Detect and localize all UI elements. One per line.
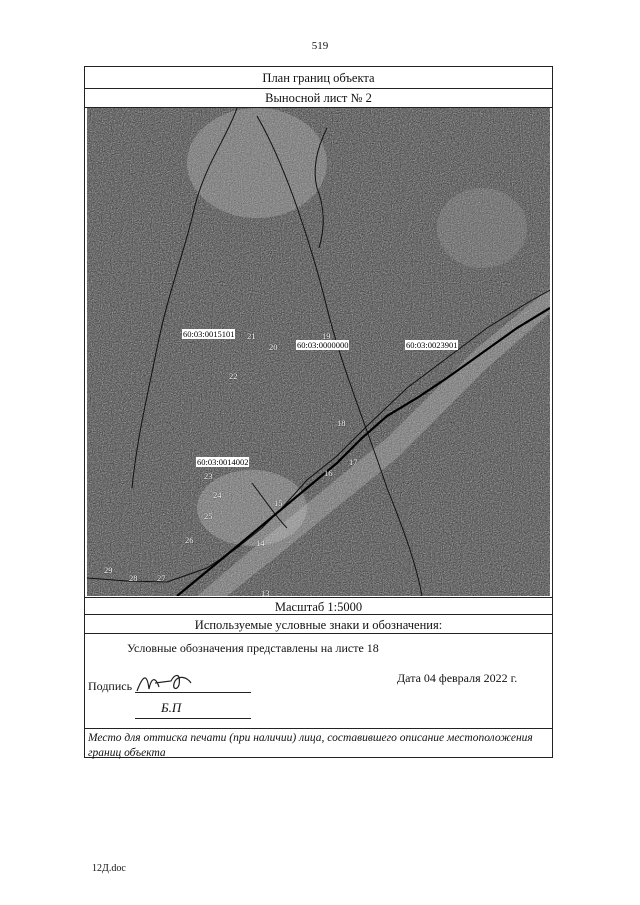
boundary-point: 29 (104, 565, 113, 575)
boundary-point: 24 (213, 490, 222, 500)
parcel-label: 60:03:0015101 (183, 329, 235, 339)
boundary-point: 16 (324, 468, 333, 478)
boundary-point: 21 (247, 331, 256, 341)
boundary-point: 19 (322, 331, 331, 341)
boundary-point: 18 (337, 418, 346, 428)
plan-title: План границ объекта (85, 67, 552, 89)
seal-placeholder-text: Место для оттиска печати (при наличии) лица, составившего описание местоположения границ объекта (88, 732, 533, 759)
boundary-point: 26 (185, 535, 194, 545)
boundary-point: 15 (274, 498, 283, 508)
signature-label: Подпись (88, 679, 133, 693)
boundary-point: 28 (129, 573, 138, 583)
page-number: 519 (311, 40, 329, 52)
document-date: Дата 04 февраля 2022 г. (397, 671, 518, 685)
boundary-point: 27 (157, 573, 166, 583)
boundary-point: 14 (256, 538, 265, 548)
map-scale: Масштаб 1:5000 (85, 597, 552, 615)
parcel-label: 60:03:0000000 (297, 340, 349, 350)
sheet-title: Выносной лист № 2 (85, 89, 552, 108)
legend-note: Условные обозначения представлены на листе 18 (127, 641, 379, 655)
signature-line (135, 692, 251, 693)
boundary-point: 25 (204, 511, 213, 521)
boundary-point: 20 (269, 342, 278, 352)
parcel-label: 60:03:0014002 (197, 457, 249, 467)
initials-line (135, 718, 251, 719)
signature-initials: Б.П (161, 700, 182, 715)
aerial-map (87, 108, 550, 596)
seal-divider (85, 728, 552, 730)
boundary-point: 23 (204, 471, 213, 481)
boundary-point: 17 (349, 457, 358, 467)
aerial-photo (87, 108, 550, 596)
boundary-point: 13 (261, 588, 270, 596)
boundary-point: 22 (229, 371, 238, 381)
plan-frame (84, 66, 553, 758)
file-name: 12Д.doc (92, 863, 126, 874)
legend-heading: Используемые условные знаки и обозначения: (85, 616, 552, 634)
parcel-label: 60:03:0023901 (406, 340, 458, 350)
